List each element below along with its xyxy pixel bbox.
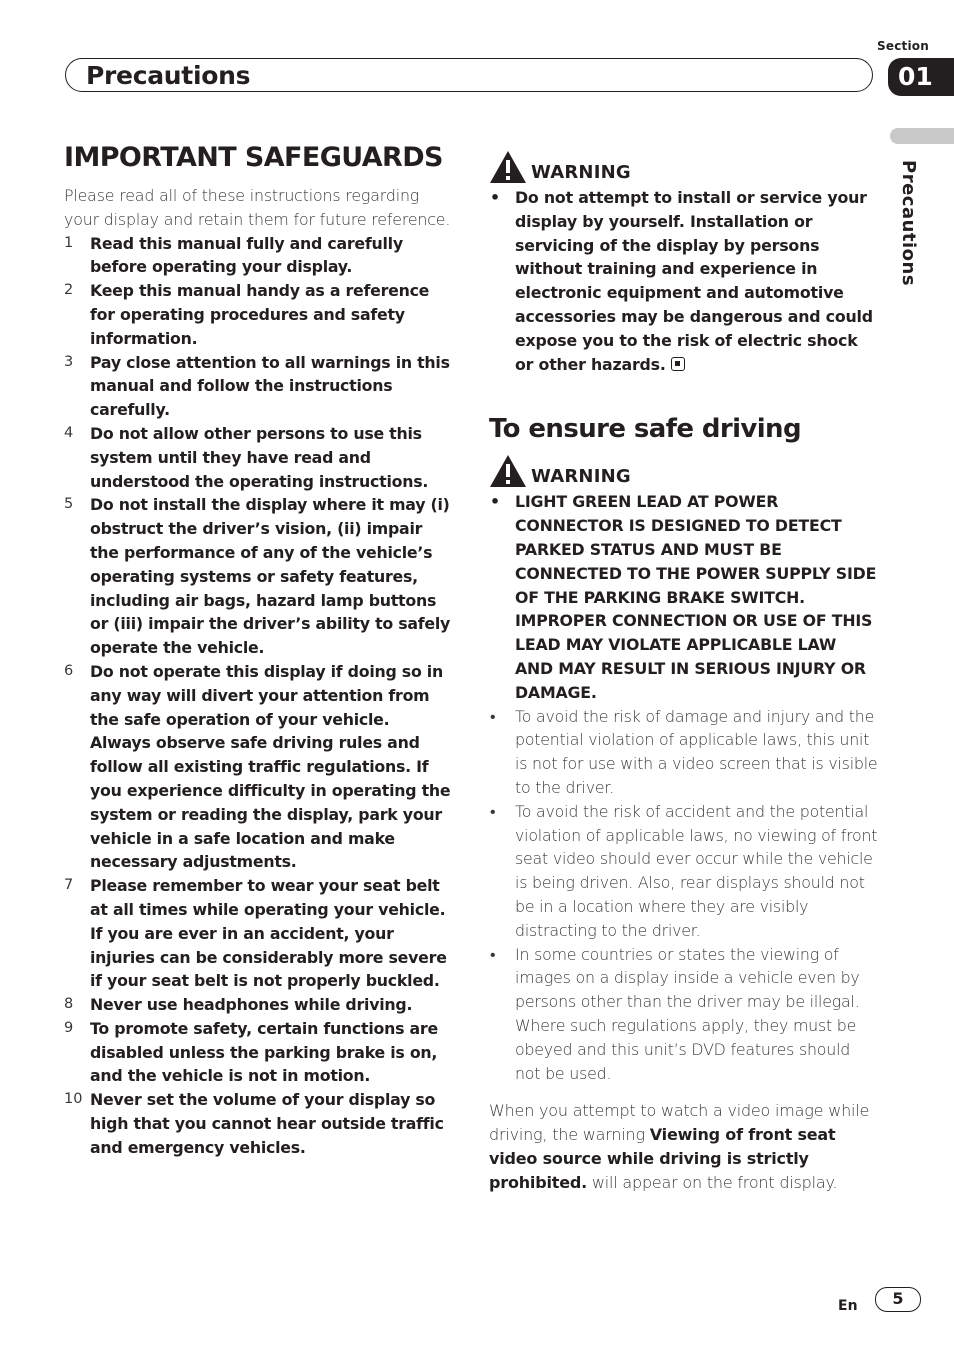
item-number: 8 — [64, 996, 74, 1013]
closing-post: will appear on the front display. — [586, 1172, 838, 1192]
section-number: 01 — [898, 62, 933, 91]
item-text: Do not attempt to install or service your display by yourself. Installation or servicing of the display by persons without training and experience in electronic equipment and automotive accessories may be dangerous and could expose you to the risk of electric shock or other hazards. — [515, 188, 873, 374]
list-item — [64, 351, 452, 422]
item-number: 2 — [64, 282, 74, 299]
list-item — [64, 1017, 452, 1088]
safe-driving-heading: To ensure safe driving — [489, 414, 801, 445]
warning-header — [489, 148, 879, 184]
closing-bold: Viewing of front seat video source while driving is strictly prohibited. — [489, 1125, 836, 1192]
list-item — [489, 800, 879, 943]
safe-driving-list — [489, 490, 879, 1085]
closing-pre: When you attempt to watch a video image while driving, the warning — [489, 1101, 870, 1145]
warning-list — [489, 186, 879, 376]
item-text: Never set the volume of your display so high that you cannot hear outside traffic and emergency vehicles. — [90, 1090, 444, 1157]
list-item — [64, 660, 452, 874]
item-text: Please remember to wear your seat belt at all times while operating your vehicle. If you are ever in an accident, your injuries can be considerably more severe if your seat belt is not properly buckled. — [90, 876, 447, 991]
item-text: To avoid the risk of damage and injury and the potential violation of applicable laws, this unit is not for use with a video screen that is visible to the driver. — [515, 706, 878, 797]
item-text: In some countries or states the viewing of images on a display inside a vehicle even by persons other than the driver may be illegal. Where such regulations apply, they must be obeyed and this unit’s DVD features should not be used. — [515, 944, 860, 1083]
item-text: Never use headphones while driving. — [90, 995, 413, 1015]
bullet-icon: • — [490, 944, 496, 964]
list-item — [64, 493, 452, 660]
warning-triangle-icon — [489, 454, 527, 488]
left-column — [64, 140, 452, 1160]
safeguards-list — [64, 232, 452, 1160]
closing-paragraph — [489, 1099, 879, 1194]
page-number: 5 — [875, 1287, 921, 1312]
item-text: Do not operate this display if doing so in any way will divert your attention from the safe operation of your vehicle. Always observe safe driving rules and follow all existing traffic regulations. If you experience difficulty in operating the system or reading the display, park your vehicle in a safe location and make necessary adjustments. — [90, 661, 451, 872]
item-text: Pay close attention to all warnings in this manual and follow the instructions carefully. — [90, 352, 450, 420]
right-column — [489, 148, 879, 1194]
section-tab — [888, 58, 954, 96]
side-tab-bar — [890, 128, 954, 144]
list-item — [64, 279, 452, 350]
item-text: LIGHT GREEN LEAD AT POWER CONNECTOR IS DESIGNED TO DETECT PARKED STATUS AND MUST BE CONNECTED TO THE POWER SUPPLY SIDE OF THE PARKING BRAKE SWITCH. IMPROPER CONNECTION OR USE OF THIS LEAD MAY VIOLATE APPLICABLE LAW AND MAY RESULT IN SERIOUS INJURY OR DAMAGE. — [515, 492, 877, 702]
header-bar — [65, 58, 873, 92]
item-number: 4 — [64, 424, 74, 441]
list-item — [489, 943, 879, 1086]
end-mark-icon — [671, 357, 685, 371]
item-number: 5 — [64, 496, 74, 513]
item-text: Read this manual fully and carefully before operating your display. — [90, 233, 403, 277]
warning-label: WARNING — [531, 466, 631, 488]
list-item — [64, 874, 452, 993]
item-text: Keep this manual handy as a reference for operating procedures and safety information. — [90, 281, 430, 348]
bullet-icon: • — [490, 801, 496, 821]
item-number: 3 — [64, 353, 74, 370]
safeguards-heading: IMPORTANT SAFEGUARDS — [64, 142, 443, 173]
list-item — [64, 232, 452, 280]
item-number: 1 — [64, 234, 74, 251]
list-item — [489, 705, 879, 800]
warning-header — [489, 452, 879, 488]
item-text: Do not allow other persons to use this system until they have read and understood the operating instructions. — [90, 423, 429, 491]
list-item — [64, 422, 452, 493]
bullet-icon: • — [490, 188, 501, 207]
item-number: 7 — [64, 877, 74, 894]
item-number: 10 — [64, 1091, 83, 1108]
side-tab-label: Precautions — [898, 160, 919, 287]
bullet-icon: • — [490, 706, 496, 726]
item-text: To promote safety, certain functions are disabled unless the parking brake is on, and the vehicle is not in motion. — [90, 1018, 438, 1086]
item-number: 9 — [64, 1019, 74, 1036]
bullet-icon: • — [490, 492, 501, 512]
list-item — [64, 1088, 452, 1159]
section-label: Section — [877, 39, 929, 53]
item-number: 6 — [64, 662, 74, 679]
item-text: To avoid the risk of accident and the potential violation of applicable laws, no viewing of front seat video should ever occur while the vehicle is being driven. Also, rear displays should not be in a location where they are visibly distracting to the driver. — [515, 801, 878, 940]
warning-triangle-icon — [489, 150, 527, 184]
list-item — [64, 993, 452, 1017]
page-title: Precautions — [86, 61, 251, 90]
item-text: Do not install the display where it may (i) obstruct the driver’s vision, (ii) impair the performance of any of the vehicle’s operating systems or safety features, including air bags, hazard lamp buttons or (iii) impair the driver’s ability to safely operate the vehicle. — [90, 495, 451, 658]
list-item — [489, 186, 879, 376]
warning-label: WARNING — [531, 162, 631, 183]
list-item — [489, 490, 879, 704]
language-label: En — [838, 1298, 858, 1314]
safeguards-intro: Please read all of these instructions regarding your display and retain them for future reference. — [64, 186, 451, 229]
